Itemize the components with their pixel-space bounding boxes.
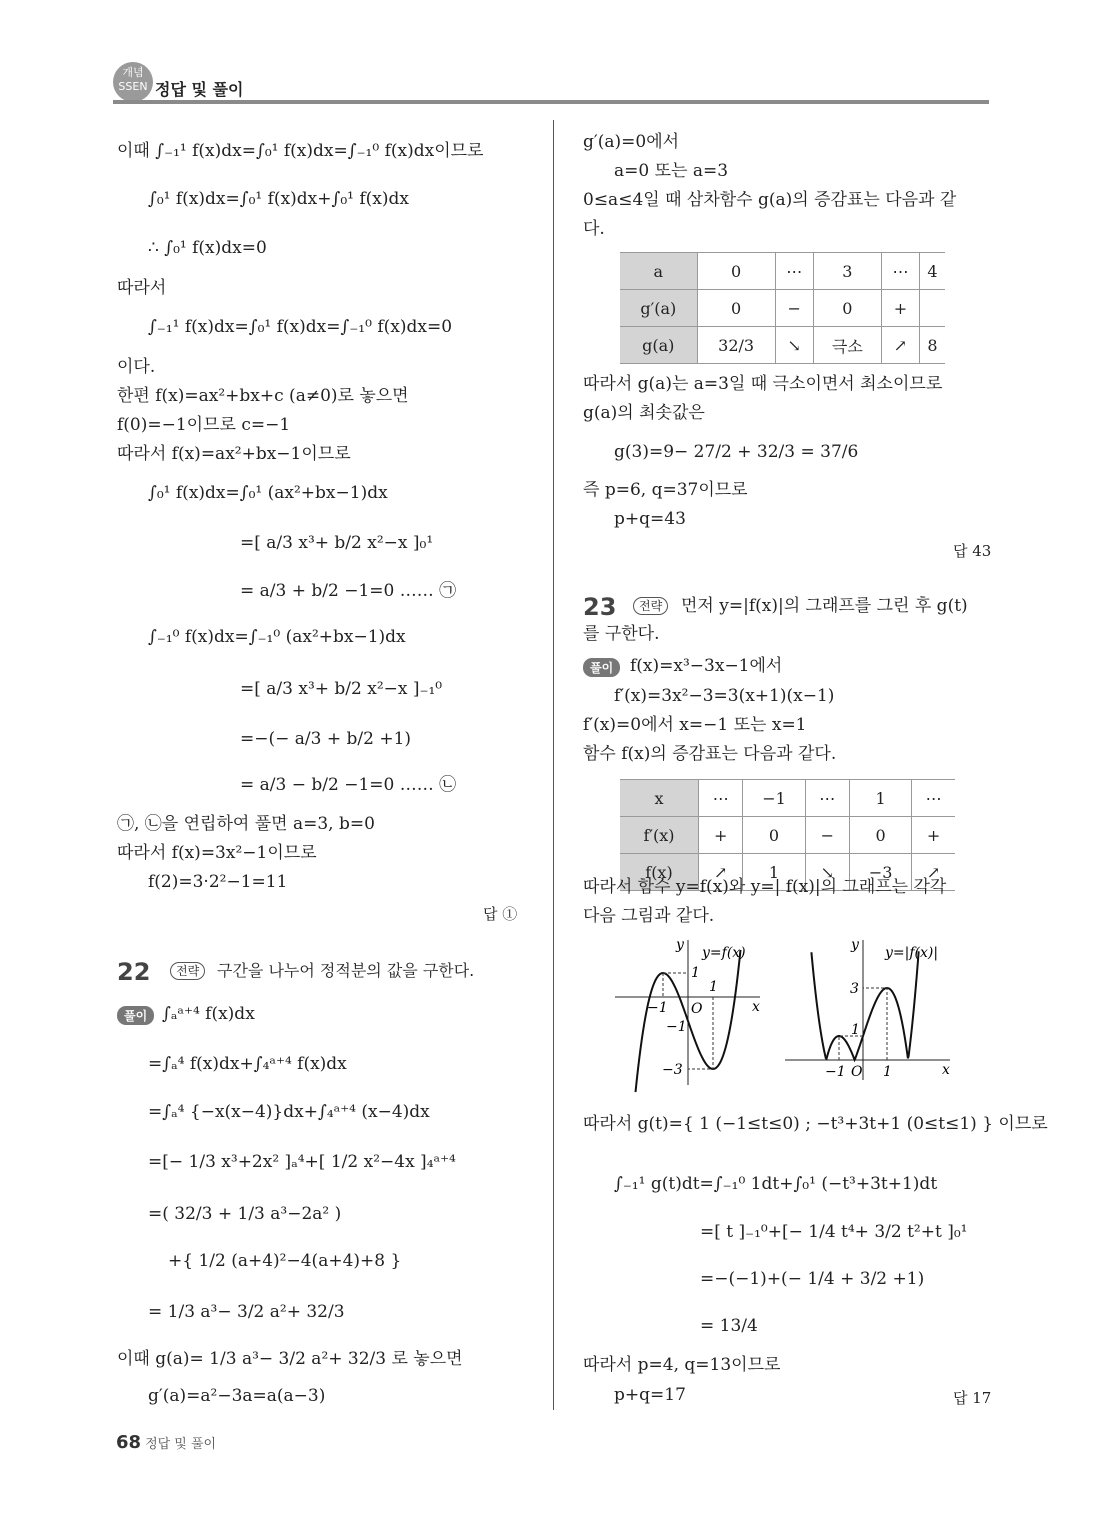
strategy-text-cont: 를 구한다. — [583, 624, 660, 644]
solution-line: f′(x)=0에서 x=−1 또는 x=1 — [583, 715, 807, 735]
table-cell: ⋯ — [698, 780, 742, 817]
answer-22: 답 43 — [953, 542, 992, 560]
table-row — [620, 290, 945, 327]
x-tick-label-1: 1 — [709, 979, 718, 995]
solution-line: = 13/4 — [700, 1316, 758, 1336]
table-cell: ↗ — [912, 854, 955, 891]
graph-f — [610, 935, 770, 1095]
solution-line: 이다. — [117, 357, 156, 377]
table-row — [620, 253, 945, 290]
y-axis-label: y — [851, 937, 859, 953]
table-cell: 3 — [813, 253, 881, 290]
page-number: 68 — [116, 1432, 142, 1453]
solution-line: =∫ₐ⁴ f(x)dx+∫₄ᵃ⁺⁴ f(x)dx — [148, 1054, 347, 1074]
table-cell: 0 — [813, 290, 881, 327]
column-divider — [553, 120, 554, 1410]
solution-line: =[− 1/3 x³+2x² ]ₐ⁴+[ 1/2 x²−4x ]₄ᵃ⁺⁴ — [148, 1152, 456, 1172]
solution-line: +{ 1/2 (a+4)²−4(a+4)+8 } — [168, 1251, 402, 1271]
table-cell: 0 — [743, 817, 805, 854]
solution-line: 따라서 f(x)=3x²−1이므로 — [117, 843, 317, 863]
solution-line: 0≤a≤4일 때 삼차함수 g(a)의 증감표는 다음과 같 — [583, 190, 957, 210]
header-title: 정답 및 풀이 — [155, 80, 244, 99]
table-cell: 4 — [920, 253, 946, 290]
solution-line: f(0)=−1이므로 c=−1 — [117, 415, 291, 435]
strategy-tag: 전략 — [170, 962, 205, 980]
solution-line: = a/3 + b/2 −1=0 …… ㉠ — [240, 581, 457, 601]
y-tick-label-minus-3: −3 — [662, 1062, 683, 1078]
strategy-tag: 전략 — [633, 597, 668, 615]
answer-23: 답 17 — [953, 1389, 992, 1407]
table-cell: ⋯ — [775, 253, 813, 290]
solution-line: f′(x)=3x²−3=3(x+1)(x−1) — [614, 686, 835, 706]
table-cell: −1 — [743, 780, 805, 817]
solution-line: ∫₋₁¹ f(x)dx=∫₀¹ f(x)dx=∫₋₁⁰ f(x)dx=0 — [148, 317, 453, 337]
solution-line: =( 32/3 + 1/3 a³−2a² ) — [148, 1204, 342, 1224]
origin-label: O — [691, 1001, 703, 1017]
solution-line: 따라서 g(t)={ 1 (−1≤t≤0) ; −t³+3t+1 (0≤t≤1) } 이므로 — [583, 1114, 1048, 1134]
solution-line: f(x)=x³−3x−1에서 — [630, 656, 783, 676]
y-tick-label-1: 1 — [691, 965, 700, 981]
table-cell: ⋯ — [881, 253, 919, 290]
solution-tag: 풀이 — [117, 1006, 154, 1025]
solution-line: 따라서 f(x)=ax²+bx−1이므로 — [117, 444, 351, 464]
table-row — [620, 817, 955, 854]
solution-line: g(3)=9− 27/2 + 32/3 = 37/6 — [614, 442, 859, 462]
table-cell: 8 — [920, 327, 946, 364]
solution-line: a=0 또는 a=3 — [614, 161, 729, 181]
solution-line: ∴ ∫₀¹ f(x)dx=0 — [148, 238, 267, 258]
table-cell: x — [620, 780, 698, 817]
table-cell: g(a) — [620, 327, 697, 364]
tick-label: 3 — [850, 981, 859, 997]
table-cell: 1 — [743, 854, 805, 891]
table-cell: g′(a) — [620, 290, 697, 327]
table-cell: −3 — [850, 854, 912, 891]
tick-label: −1 — [825, 1064, 846, 1080]
y-tick-label-minus-1: −1 — [666, 1019, 687, 1035]
solution-line: ∫ₐᵃ⁺⁴ f(x)dx — [162, 1004, 255, 1024]
problem-number-22: 22 — [117, 958, 151, 986]
table-cell: ↘ — [775, 327, 813, 364]
solution-line: ∫₀¹ f(x)dx=∫₀¹ (ax²+bx−1)dx — [148, 483, 388, 503]
solution-line: =−(− a/3 + b/2 +1) — [240, 729, 412, 749]
table-cell: 1 — [850, 780, 912, 817]
graph-title: y=|f(x)| — [885, 945, 939, 961]
footer — [116, 1432, 216, 1453]
sign-table-f — [620, 779, 955, 891]
strategy-text: 구간을 나누어 정적분의 값을 구한다. — [217, 961, 475, 980]
header-divider — [113, 100, 989, 104]
graph-title: y=f(x) — [702, 945, 746, 961]
table-row — [620, 780, 955, 817]
solution-line: =[ t ]₋₁⁰+[− 1/4 t⁴+ 3/2 t²+t ]₀¹ — [700, 1222, 968, 1242]
table-cell: f′(x) — [620, 817, 698, 854]
table-cell — [920, 290, 946, 327]
solution-line: 함수 f(x)의 증감표는 다음과 같다. — [583, 744, 837, 764]
table-cell: + — [912, 817, 955, 854]
table-cell: 극소 — [813, 327, 881, 364]
solution-line: p+q=43 — [614, 509, 686, 529]
solution-line: 다. — [583, 219, 605, 239]
solution-line: 다음 그림과 같다. — [583, 906, 715, 926]
table-row — [620, 327, 945, 364]
table-cell: ⋯ — [912, 780, 955, 817]
x-axis-label: x — [942, 1062, 950, 1078]
footer-title: 정답 및 풀이 — [145, 1437, 217, 1452]
solution-line: 따라서 g(a)는 a=3일 때 극소이면서 최소이므로 — [583, 374, 943, 394]
series-logo: 개념 SSEN — [113, 62, 153, 102]
solution-line: =[ a/3 x³+ b/2 x²−x ]₋₁⁰ — [240, 679, 443, 699]
solution-line: 따라서 p=4, q=13이므로 — [583, 1355, 781, 1375]
solution-line: g′(a)=a²−3a=a(a−3) — [148, 1386, 326, 1406]
x-axis-label: x — [752, 999, 760, 1015]
solution-line: ∫₋₁⁰ f(x)dx=∫₋₁⁰ (ax²+bx−1)dx — [148, 627, 406, 647]
tick-label: 1 — [883, 1064, 892, 1080]
solution-line: = a/3 − b/2 −1=0 …… ㉡ — [240, 775, 457, 795]
table-cell: − — [805, 817, 849, 854]
solution-line: ㉠, ㉡을 연립하여 풀면 a=3, b=0 — [117, 814, 375, 834]
table-cell: 32/3 — [697, 327, 775, 364]
table-cell: 0 — [697, 290, 775, 327]
solution-line: =∫ₐ⁴ {−x(x−4)}dx+∫₄ᵃ⁺⁴ (x−4)dx — [148, 1102, 430, 1122]
table-cell: ↗ — [881, 327, 919, 364]
solution-line: 따라서 — [117, 278, 167, 298]
table-cell: 0 — [697, 253, 775, 290]
origin-label: O — [851, 1064, 863, 1080]
solution-line: 따라서 함수 y=f(x)와 y=| f(x)|의 그래프는 각각 — [583, 877, 947, 897]
solution-line: =−(−1)+(− 1/4 + 3/2 +1) — [700, 1269, 925, 1289]
solution-line: = 1/3 a³− 3/2 a²+ 32/3 — [148, 1302, 345, 1322]
table-cell: 0 — [850, 817, 912, 854]
problem-number-23: 23 — [583, 593, 617, 621]
table-cell: + — [881, 290, 919, 327]
solution-line: =[ a/3 x³+ b/2 x²−x ]₀¹ — [240, 533, 434, 553]
solution-line: g(a)의 최솟값은 — [583, 403, 705, 423]
y-axis-label: y — [676, 937, 684, 953]
sign-table-g — [620, 252, 945, 364]
solution-line: 이때 ∫₋₁¹ f(x)dx=∫₀¹ f(x)dx=∫₋₁⁰ f(x)dx이므로 — [117, 141, 484, 161]
table-cell: ↘ — [805, 854, 849, 891]
strategy-text: 먼저 y=|f(x)|의 그래프를 그린 후 g(t) — [681, 596, 968, 616]
solution-line: 이때 g(a)= 1/3 a³− 3/2 a²+ 32/3 로 놓으면 — [117, 1349, 463, 1369]
table-cell: f(x) — [620, 854, 698, 891]
table-cell: ↗ — [698, 854, 742, 891]
solution-line: g′(a)=0에서 — [583, 132, 680, 152]
solution-line: ∫₋₁¹ g(t)dt=∫₋₁⁰ 1dt+∫₀¹ (−t³+3t+1)dt — [614, 1174, 938, 1194]
solution-line: ∫₀¹ f(x)dx=∫₀¹ f(x)dx+∫₀¹ f(x)dx — [148, 189, 410, 209]
solution-line: 한편 f(x)=ax²+bx+c (a≠0)로 놓으면 — [117, 386, 409, 406]
table-cell: a — [620, 253, 697, 290]
answer-21: 답 ① — [483, 905, 518, 923]
graph-abs-f — [780, 935, 960, 1085]
x-tick-label-minus-1: −1 — [647, 1000, 668, 1016]
tick-label: 1 — [851, 1022, 860, 1038]
solution-tag: 풀이 — [583, 658, 620, 677]
solution-line: 즉 p=6, q=37이므로 — [583, 480, 748, 500]
curve-abs-f — [811, 951, 918, 1059]
solution-line: f(2)=3·2²−1=11 — [148, 872, 288, 892]
table-cell: + — [698, 817, 742, 854]
table-cell: − — [775, 290, 813, 327]
table-cell: ⋯ — [805, 780, 849, 817]
solution-line: p+q=17 — [614, 1385, 686, 1405]
